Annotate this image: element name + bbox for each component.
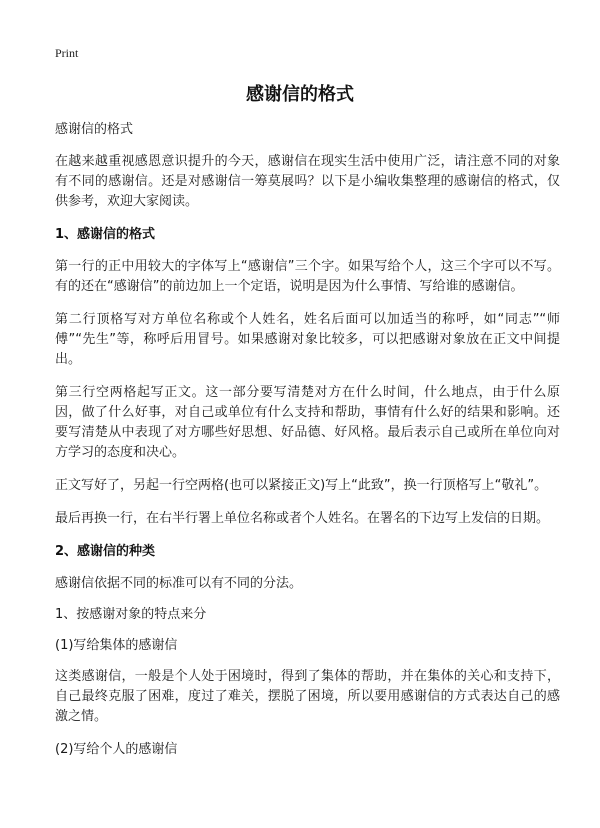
section-1-paragraph: 第三行空两格起写正文。这一部分要写清楚对方在什么时间，什么地点，由于什么原因，做了什么好事，对自己或单位有什么支持和帮助，事情有什么好的结果和影响。还要写清楚从中表现了对方哪些好思想、好品德、好风格。最后表示自己或所在单位向对方学习的态度和决心。	[55, 385, 560, 460]
section-2-item: 1、按感谢对象的特点来分	[55, 607, 207, 622]
section-1-paragraph: 第一行的正中用较大的字体写上“感谢信”三个字。如果写给个人，这三个字可以不写。有的还在“感谢信”的前边加上一个定语，说明是因为什么事情、写给谁的感谢信。	[55, 259, 560, 294]
section-1-paragraph: 第二行顶格写对方单位名称或个人姓名，姓名后面可以加适当的称呼，如“同志”“师傅”“先生”等，称呼后用冒号。如果感谢对象比较多，可以把感谢对象放在正文中间提出。	[55, 312, 560, 367]
subsection-heading: (2)写给个人的感谢信	[55, 742, 178, 757]
subsection-heading: (1)写给集体的感谢信	[55, 638, 178, 653]
section-2-heading: 2、感谢信的种类	[55, 544, 156, 559]
section-1-heading: 1、感谢信的格式	[55, 227, 156, 242]
document-subtitle: 感谢信的格式	[55, 122, 134, 137]
page-title: 感谢信的格式	[246, 84, 354, 105]
section-1-paragraph: 正文写好了，另起一行空两格(也可以紧接正文)写上“此致”，换一行顶格写上“敬礼”。	[55, 478, 548, 493]
print-label: Print	[55, 46, 79, 60]
intro-paragraph: 在越来越重视感恩意识提升的今天，感谢信在现实生活中使用广泛，请注意不同的对象有不同的感谢信。还是对感谢信一筹莫展吗？以下是小编收集整理的感谢信的格式，仅供参考，欢迎大家阅读。	[55, 154, 560, 209]
section-1-paragraph: 最后再换一行，在右半行署上单位名称或者个人姓名。在署名的下边写上发信的日期。	[55, 511, 550, 526]
subsection-paragraph: 这类感谢信，一般是个人处于困境时，得到了集体的帮助，并在集体的关心和支持下，自己最终克服了困难，度过了难关，摆脱了困境，所以要用感谢信的方式表达自己的感激之情。	[55, 669, 560, 724]
document-body	[55, 120, 560, 771]
section-2-lead: 感谢信依据不同的标准可以有不同的分法。	[55, 576, 303, 591]
